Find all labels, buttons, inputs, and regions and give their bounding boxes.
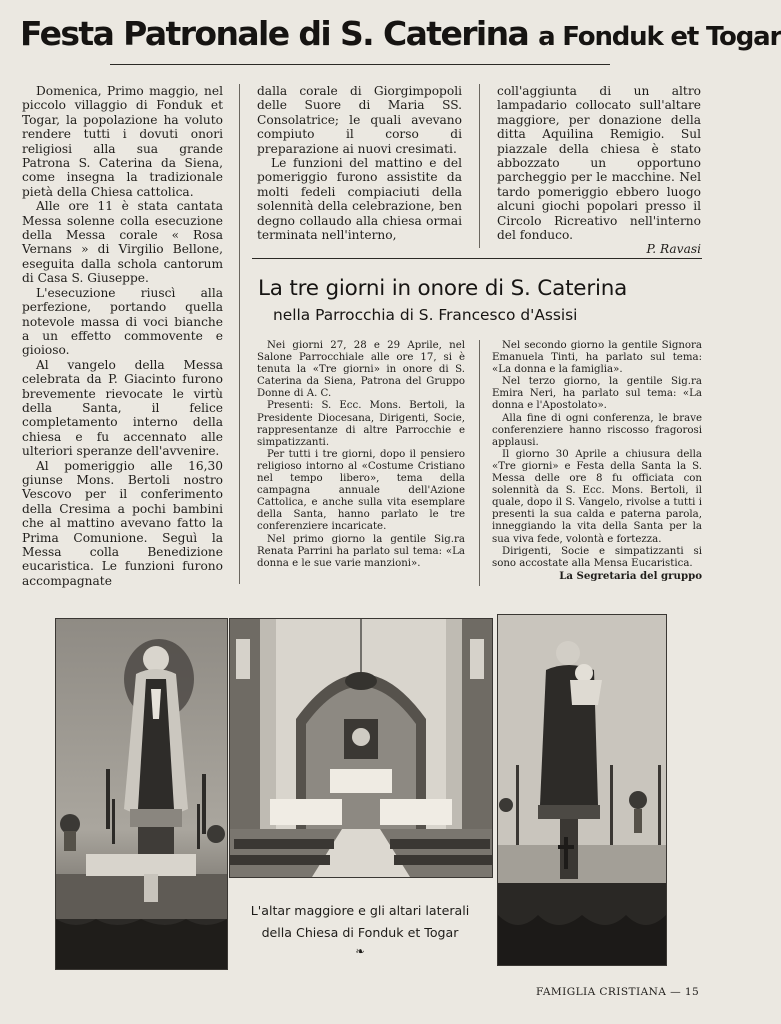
column-divider <box>239 84 240 584</box>
photo-caption <box>229 900 491 960</box>
caption-line-1: L'altar maggiore e gli altari laterali <box>250 903 470 918</box>
article1-column-1 <box>22 84 223 594</box>
article2-signature: La Segretaria del gruppo <box>559 569 702 582</box>
article2-subtitle: nella Parrocchia di S. Francesco d'Assisi <box>273 306 578 324</box>
article2-paragraph: Nel terzo giorno, la gentile Sig.ra Emira Neri, ha parlato sul tema: «La donna e l'Apostolato». <box>492 376 702 412</box>
article1-paragraph: Domenica, Primo maggio, nel piccolo villaggio di Fonduk et Togar, la popolazione ha voluto rendere tutti i dovuti onori religiosi alla sua grande Patrona S. Caterina da Siena, come insegna la tradizionale pietà della Chiesa cattolica. <box>22 84 223 199</box>
article2-paragraph: Presenti: S. Ecc. Mons. Bertoli, la Presidente Diocesana, Dirigenti, Socie, rappresentanze di altre Parrocchie e simpatizzanti. <box>257 400 465 448</box>
article1-paragraph: Al pomeriggio alle 16,30 giunse Mons. Bertoli nostro Vescovo per il conferimento della Cresima a pochi bambini che al mattino avevano fatto la Prima Comunione. Seguì la Messa colla Benedizione eucaristica. Le funzioni furono accompagnate <box>22 458 223 588</box>
article1-paragraph: Le funzioni del mattino e del pomeriggio furono assistite da molti fedeli compiaciuti della solennità della celebrazione, ben degno collaudo alla chiesa ormai terminata nell'interno, <box>257 156 462 243</box>
article2-paragraph: Nel secondo giorno la gentile Signora Emanuela Tinti, ha parlato sul tema: «La donna e la famiglia». <box>492 340 702 376</box>
article1-column-2 <box>257 84 462 248</box>
photo-church-interior <box>229 618 493 878</box>
column-divider <box>479 340 480 586</box>
page-title <box>20 12 781 59</box>
article1-paragraph: coll'aggiunta di un altro lampadario collocato sull'altare maggiore, per donazione della ditta Aquilina Remigio. Sul piazzale della chiesa è stato abbozzato un opportuno parcheggio per le macchine. Nel tardo pomeriggio ebbero luogo alcuni giochi popolari presso il Circolo Ricreativo nell'interno del fonduco. <box>497 84 701 243</box>
article2-paragraph: Per tutti i tre giorni, dopo il pensiero religioso intorno al «Costume Cristiano nel tempo libero», tema della campagna annuale dell'Azione Cattolica, e anche sulla vita esemplare della Santa, hanno parlato le tre conferenziere incaricate. <box>257 448 465 533</box>
article1-signature: P. Ravasi <box>646 242 701 257</box>
article2-column-1 <box>257 340 465 588</box>
column-divider <box>479 84 480 248</box>
article2-paragraph: Dirigenti, Socie e simpatizzanti si sono accostate alla Mensa Eucaristica. <box>492 545 702 569</box>
article2-title: La tre giorni in onore di S. Caterina <box>258 276 628 301</box>
page-footer: FAMIGLIA CRISTIANA — 15 <box>536 986 700 998</box>
title-rule <box>110 64 610 65</box>
photo-madonna-statue <box>55 618 228 970</box>
title-suffix: a Fonduk et Togar <box>538 22 781 52</box>
photo-saint-anthony-statue <box>497 614 667 966</box>
article2-paragraph: Nel primo giorno la gentile Sig.ra Renata Parrini ha parlato sul tema: «La donna e le sue varie manzioni». <box>257 533 465 569</box>
caption-line-2: della Chiesa di Fonduk et Togar <box>261 925 459 940</box>
article1-paragraph: Alle ore 11 è stata cantata Messa solenne colla esecuzione della Messa corale « Rosa Vernans » di Virgilio Bellone, eseguita dalla schola cantorum di Casa S. Giuseppe. <box>22 199 223 286</box>
article2-paragraph: Alla fine di ogni conferenza, le brave conferenziere hanno riscosso fragorosi applausi. <box>492 412 702 448</box>
article1-paragraph: Al vangelo della Messa celebrata da P. Giacinto furono brevemente rievocate le virtù della Santa, il felice completamento interno della chiesa e fu accennato alle ulteriori speranze dell'avvenire. <box>22 357 223 459</box>
article1-column-3 <box>497 84 701 257</box>
article2-paragraph: Il giorno 30 Aprile a chiusura della «Tre giorni» e Festa della Santa la S. Messa delle ore 8 fu officiata con solennità da S. Ecc. Mons. Bertoli, il quale, dopo il S. Vangelo, rivolse a tutti i presenti la sua calda e paterna parola, inneggiando la vita della Santa per la sua viva fede, volontà e fortezza. <box>492 448 702 545</box>
caption-ornament: ❧ <box>355 945 365 958</box>
article2-column-2 <box>492 340 702 592</box>
article2-paragraph: Nei giorni 27, 28 e 29 Aprile, nel Salone Parrocchiale alle ore 17, si è tenuta la «Tre giorni» in onore di S. Caterina da Siena, Patrona del Gruppo Donne di A. C. <box>257 340 465 400</box>
article1-paragraph: L'esecuzione riuscì alla perfezione, portando quella notevole massa di voci bianche a un effetto commovente e gioioso. <box>22 285 223 358</box>
section-rule <box>252 258 702 259</box>
title-main: Festa Patronale di S. Caterina <box>20 14 529 53</box>
article1-paragraph: dalla corale di Giorgimpopoli delle Suore di Maria SS. Consolatrice; le quali avevano compiuto il corso di preparazione ai nuovi cresimati. <box>257 84 462 156</box>
